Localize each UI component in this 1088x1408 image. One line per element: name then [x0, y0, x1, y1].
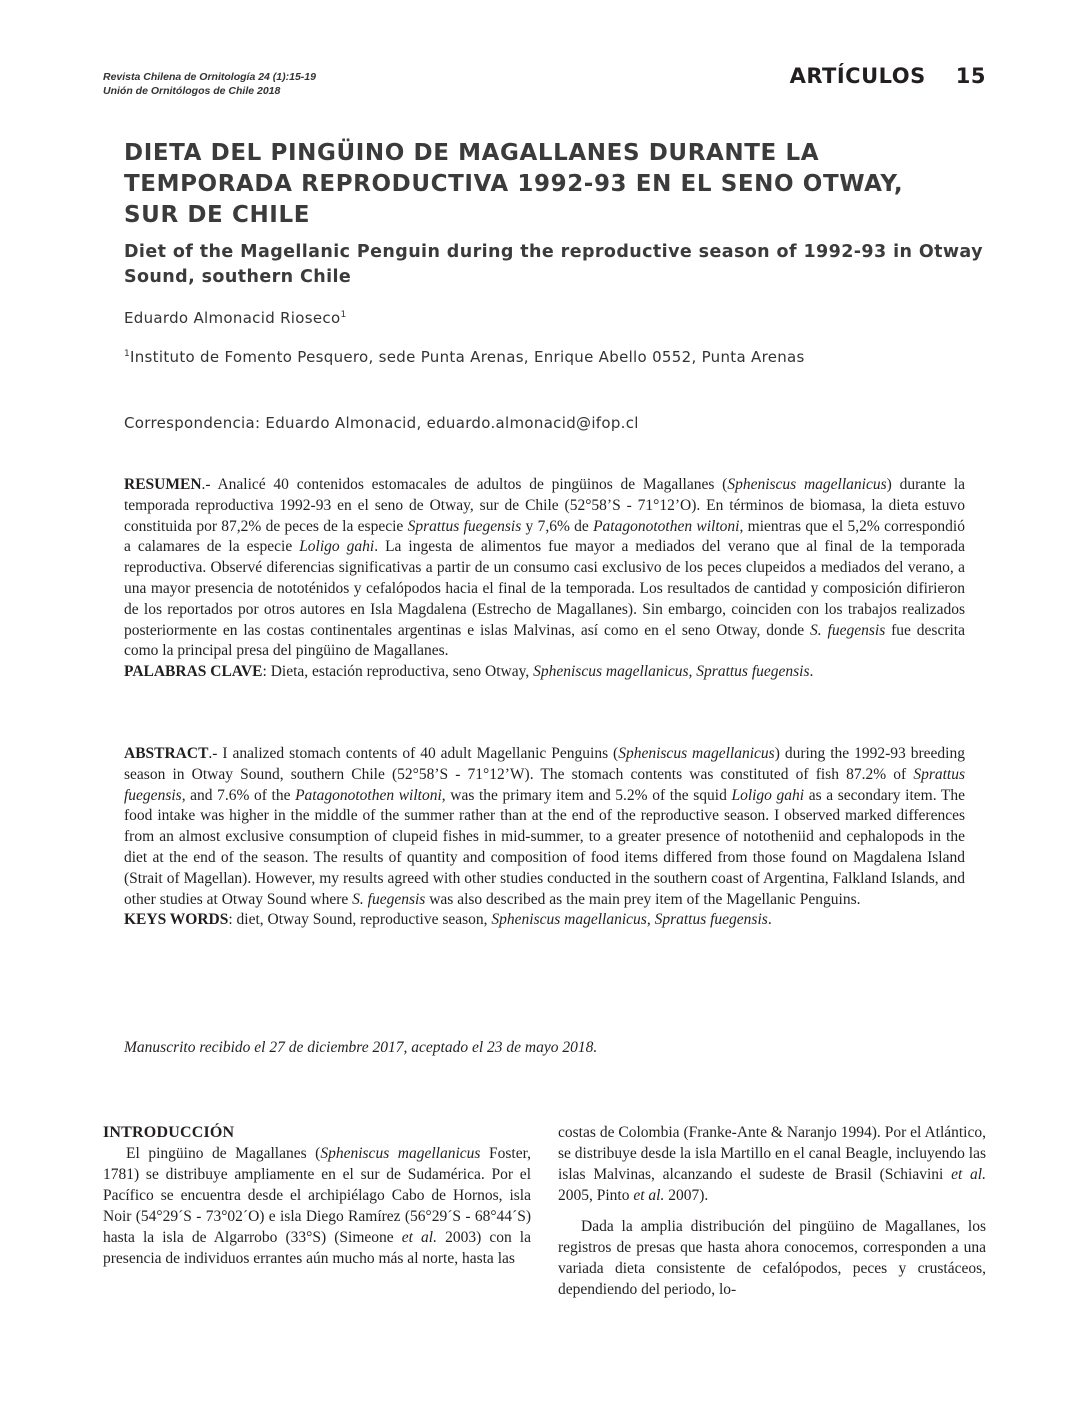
species-name: Spheniscus magellanicus [727, 476, 887, 493]
resumen-keywords [124, 662, 965, 683]
abstract-paragraph [124, 744, 965, 910]
affiliation [124, 348, 805, 366]
keywords-label: KEYS WORDS [124, 911, 229, 929]
keywords-text: . [809, 663, 814, 681]
journal-citation [103, 70, 316, 98]
species-name: Sprattus fuegensis [407, 517, 522, 535]
resumen-text: . La ingesta de alimentos fue mayor a mediados del verano que al final de la temporada reproductiva. Observé diferencias significativas a partir de un consumo casi exclusivo de los peces clupeidos a mediados del verano, a una mayor presencia de nototénidos y cefalópodos hacia el final de la temporada. Los resultados de cantidad y composición difirieron de los reportados por otros autores en Isla Magdalena (Estrecho de Magallanes). Sin embargo, coinciden con los trabajos realizados posteriormente en las costas continentales argentinas e islas Malvinas, así como en el seno Otway, donde [124, 538, 965, 639]
species-name: Patagonotothen wiltoni [593, 517, 740, 535]
correspondence: Correspondencia: Eduardo Almonacid, eduardo.almonacid@ifop.cl [124, 414, 639, 432]
keywords-text: : Dieta, estación reproductiva, seno Otway, [262, 663, 534, 681]
abstract-keywords [124, 910, 965, 931]
intro-text: 2003) con la presencia de individuos errantes aún mucho más al norte, hasta las [103, 1229, 531, 1267]
abstract-text: was also described as the main prey item of the Magellanic Penguins. [425, 890, 861, 908]
abstract-text: , and 7.6% of the [181, 786, 296, 804]
intro-text: 2005, Pinto [558, 1187, 634, 1204]
abstract-block [124, 744, 965, 931]
intro-paragraph-continued [558, 1122, 986, 1206]
species-name: Sprattus fuegensis [654, 911, 768, 929]
citation-etal: et al. [633, 1187, 665, 1204]
intro-paragraph [103, 1143, 531, 1269]
intro-text: Foster, 1781) se distribuye ampliamente en el sur de Sudamérica. Por el Pacífico se encuentra desde el archipiélago Cabo de Hornos, isla Noir (54°29´S - 73°02´O) e isla Diego Ramírez (56°29´S - 68°44´S) hasta la isla de Algarrobo (33°S) (Simeone [103, 1145, 531, 1246]
journal-line-2: Unión de Ornitólogos de Chile 2018 [103, 85, 281, 97]
keywords-label: PALABRAS CLAVE [124, 663, 263, 681]
resumen-text: ) durante la temporada reproductiva 1992-93 en el seno de Otway, sur de Chile (52°58’S - 71°12’O). En términos de biomasa, la dieta estuvo constituida por 87,2% de peces de la especie [124, 476, 966, 535]
species-name: Spheniscus magellanicus [320, 1145, 481, 1162]
species-name: Loligo gahi [731, 786, 805, 804]
citation-etal: et al. [951, 1166, 986, 1183]
abstract-text: , was the primary item and 5.2% of the squid [441, 786, 732, 804]
journal-line-1: Revista Chilena de Ornitología 24 (1):15-19 [103, 71, 316, 83]
intro-heading: INTRODUCCIÓN [103, 1124, 235, 1141]
species-name: Spheniscus magellanicus, Sprattus fuegensis [533, 663, 810, 681]
species-name: S. fuegensis [810, 621, 886, 639]
resumen-block [124, 475, 965, 683]
page-number: 15 [955, 64, 986, 88]
abstract-text: as a secondary item. The food intake was higher in the middle of the summer rather than at the end of the reproductive season. I observed marked differences from an almost exclusive consumption of clupeid fishes in mid-summer, to a greater presence of nototheniid and cephalopods in the diet at the end of the season. The results of quantity and composition of food items differed from those found on Magdalena Island (Strait of Magellan). However, my results agreed with other studies conducted in the southern coast of Argentina, Falkland Islands, and other studies at Otway Sound where [124, 786, 965, 908]
abstract-label: ABSTRACT [124, 745, 209, 762]
species-name: S. fuegensis [352, 890, 426, 908]
intro-text: 2007). [664, 1187, 709, 1204]
species-name: Spheniscus magellanicus [618, 745, 775, 762]
keywords-text: , [646, 911, 655, 929]
affiliation-superscript: 1 [124, 349, 131, 359]
resumen-text: y 7,6% de [521, 517, 594, 535]
citation-etal: et al. [401, 1229, 437, 1246]
intro-left-column [103, 1122, 531, 1269]
intro-paragraph: Dada la amplia distribución del pingüino de Magallanes, los registros de presas que hasta ahora conocemos, corresponden a una variada dieta consistente de cefalópodos, peces y crustáceos, dependiendo del periodo, lo- [558, 1218, 986, 1298]
title-english: Diet of the Magellanic Penguin during the reproductive season of 1992-93 in Otway Sound, southern Chile [124, 242, 983, 287]
species-name: Patagonotothen wiltoni [295, 786, 442, 804]
keywords-text: : diet, Otway Sound, reproductive season, [228, 911, 492, 929]
section-header [790, 64, 986, 88]
abstract-text: ) during the 1992-93 breeding season in Otway Sound, southern Chile (52°58’S - 71°12’W). The stomach contents was constituted of fish 87.2% of [124, 745, 965, 783]
author-name: Eduardo Almonacid Rioseco [124, 309, 341, 327]
intro-text: El pingüino de Magallanes ( [126, 1145, 321, 1162]
species-name: Sprattus fuegensis [124, 765, 965, 804]
title-spanish: DIETA DEL PINGÜINO DE MAGALLANES DURANTE LA TEMPORADA REPRODUCTIVA 1992-93 EN EL SENO OTWAY, SUR DE CHILE [124, 140, 904, 228]
species-name: Spheniscus magellanicus [491, 911, 647, 929]
resumen-text: .- Analicé 40 contenidos estomacales de adultos de pingüinos de Magallanes ( [201, 476, 728, 493]
section-label: ARTÍCULOS [789, 64, 926, 88]
affiliation-text: Instituto de Fomento Pesquero, sede Punta Arenas, Enrique Abello 0552, Punta Arenas [130, 348, 805, 366]
author [124, 309, 346, 327]
abstract-text: .- I analized stomach contents of 40 adult Magellanic Penguins ( [208, 745, 619, 762]
resumen-text: , mientras que el 5,2% correspondió a calamares de la especie [124, 517, 965, 556]
author-superscript: 1 [340, 310, 347, 320]
received-note: Manuscrito recibido el 27 de diciembre 2017, aceptado el 23 de mayo 2018. [124, 1039, 598, 1056]
resumen-label: RESUMEN [124, 476, 202, 493]
resumen-paragraph [124, 475, 965, 662]
resumen-text: fue descrita como la principal presa del pingüino de Magallanes. [124, 621, 965, 660]
intro-right-column [558, 1122, 986, 1300]
species-name: Loligo gahi [299, 538, 375, 556]
intro-text: costas de Colombia (Franke-Ante & Naranjo 1994). Por el Atlántico, se distribuye desde la isla Martillo en el canal Beagle, incluyendo las islas Malvinas, alcanzando el sudeste de Brasil (Schiavini [558, 1124, 986, 1183]
keywords-text: . [767, 911, 772, 929]
